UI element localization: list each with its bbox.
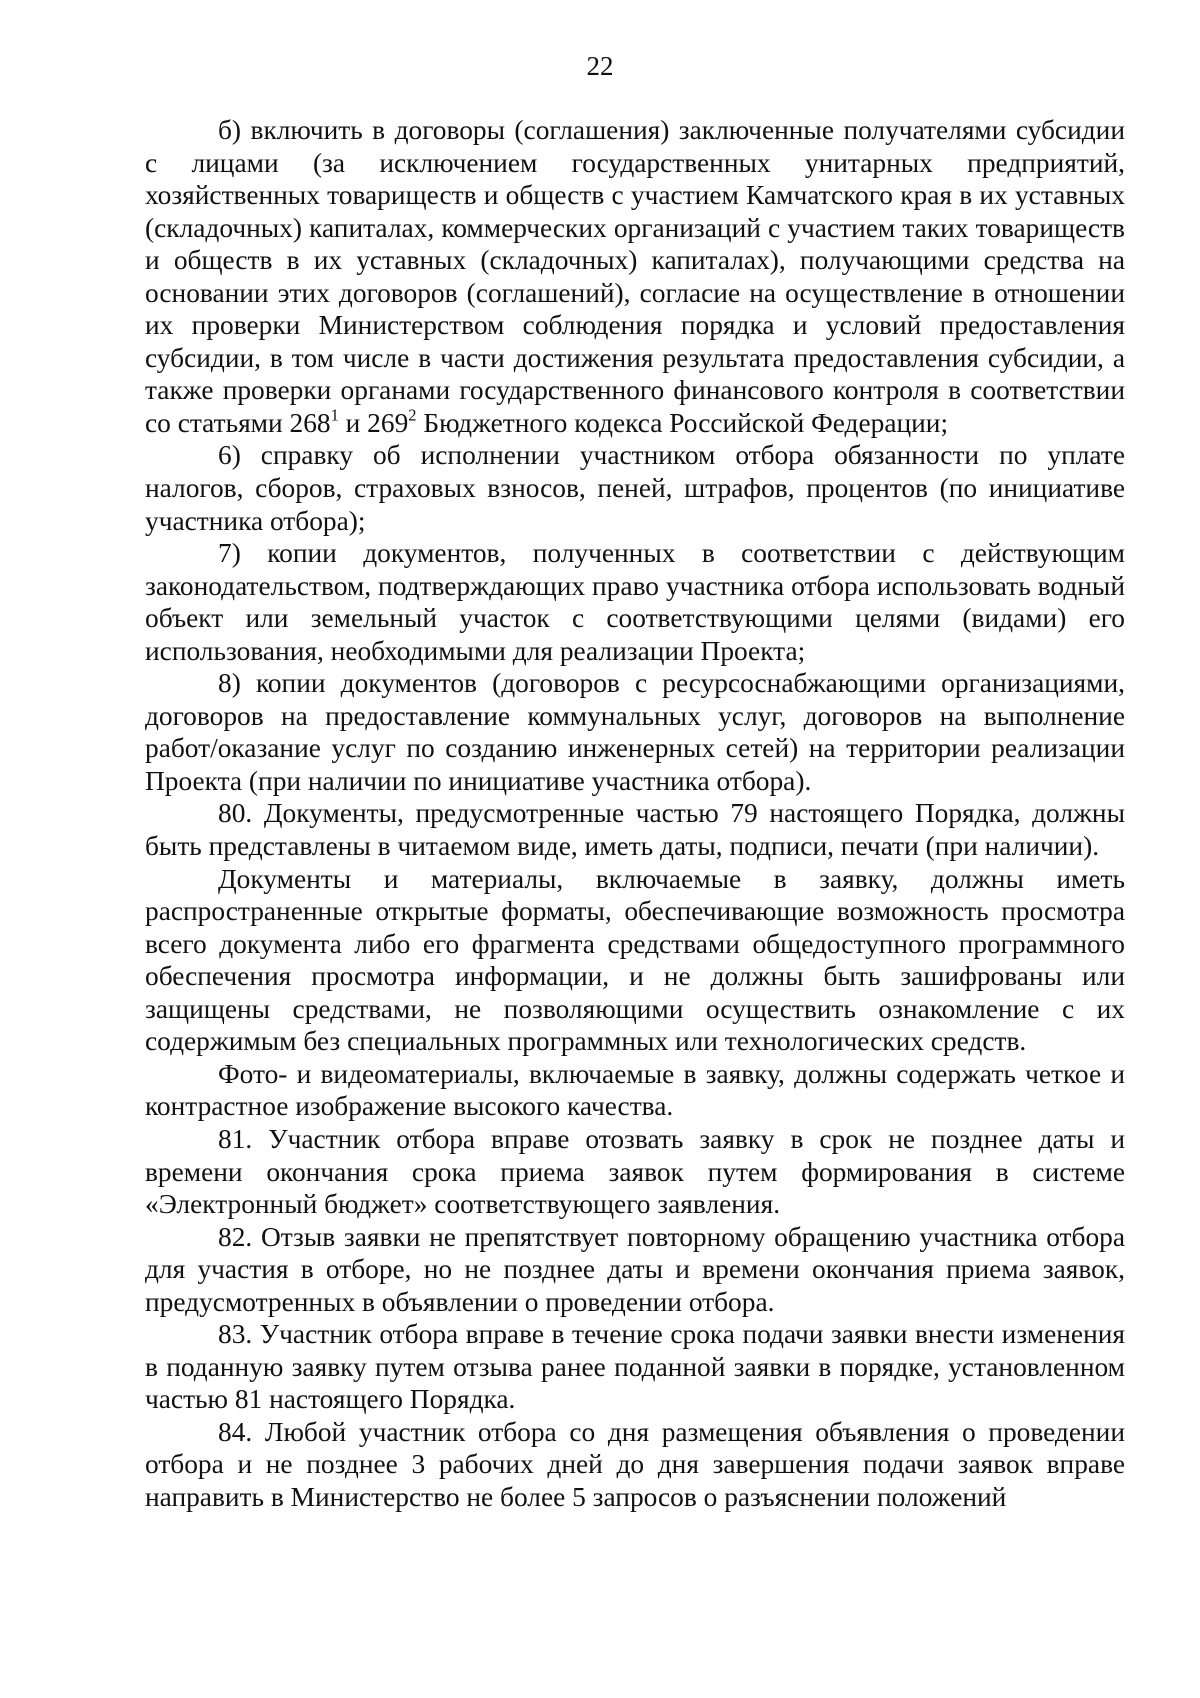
paragraph-article-81: 81. Участник отбора вправе отозвать заявку в срок не позднее даты и времени окончания срока приема заявок путем формирования в системе «Электронный бюджет» соответствующего заявления. [145, 1123, 1125, 1220]
paragraph-article-80: 80. Документы, предусмотренные частью 79 настоящего Порядка, должны быть представлены в читаемом виде, иметь даты, подписи, печати (при наличии). [145, 798, 1125, 862]
paragraph-article-84: 84. Любой участник отбора со дня размещения объявления о проведении отбора и не позднее 3 рабочих дней до дня завершения подачи заявок вправе направить в Министерство не более 5 запросов о разъяснении положений [145, 1416, 1125, 1512]
paragraph-item-6: 6) справку об исполнении участником отбора обязанности по уплате налогов, сборов, страховых взносов, пеней, штрафов, процентов (по инициативе участника отбора); [145, 440, 1125, 536]
paragraph-item-8: 8) копии документов (договоров с ресурсоснабжающими организациями, договоров на предоставление коммунальных услуг, договоров на выполнение работ/оказание услуг по созданию инженерных сетей) на территории реализации Проекта (при наличии по инициативе участника отбора). [145, 668, 1125, 796]
paragraph-item-b-text-3: Бюджетного кодекса Российской Федерации; [416, 407, 949, 438]
paragraph-documents-formats: Документы и материалы, включаемые в заявку, должны иметь распространенные открытые форматы, обеспечивающие возможность просмотра всего документа либо его фрагмента средствами общедоступного программного обеспечения просмотра информации, и не должны быть зашифрованы или защищены средствами, не позволяющими осуществить ознакомление с их содержимым без специальных программных или технологических средств. [145, 863, 1125, 1057]
paragraph-article-82: 82. Отзыв заявки не препятствует повторному обращению участника отбора для участия в отборе, но не позднее даты и времени окончания приема заявок, предусмотренных в объявлении о проведении отбора. [145, 1221, 1125, 1317]
paragraph-item-b-text: б) включить в договоры (соглашения) заключенные получателями субсидии с лицами (за исключением государственных унитарных предприятий, хозяйственных товариществ и обществ с участием Камчатского края в их уставных (складочных) капиталах, коммерческих организаций с участием таких товариществ и обществ в их уставных (складочных) капиталах), получающими средства на основании этих договоров (соглашений), согласие на осуществление в отношении их проверки Министерством соблюдения порядка и условий предоставления субсидии, в том числе в части достижения результата предоставления субсидии, а также проверки органами государственного финансового контроля в соответствии со статьями 268 [145, 115, 1125, 438]
paragraph-item-7: 7) копии документов, полученных в соответствии с действующим законодательством, подтверждающих право участника отбора использовать водный объект или земельный участок с соответствующими целями (видами) его использования, необходимыми для реализации Проекта; [145, 538, 1125, 666]
page-number: 22 [586, 51, 614, 81]
document-body [145, 114, 1125, 1514]
paragraph-article-83: 83. Участник отбора вправе в течение срока подачи заявки внести изменения в поданную заявку путем отзыва ранее поданной заявки в порядке, установленном частью 81 настоящего Порядка. [145, 1319, 1125, 1415]
paragraph-item-b [145, 114, 1125, 439]
superscript-article-269: 2 [408, 405, 417, 425]
paragraph-photo-video: Фото- и видеоматериалы, включаемые в заявку, должны содержать четкое и контрастное изображение высокого качества. [145, 1058, 1125, 1122]
superscript-article-268: 1 [330, 405, 339, 425]
paragraph-item-b-text-2: и 269 [338, 407, 409, 438]
